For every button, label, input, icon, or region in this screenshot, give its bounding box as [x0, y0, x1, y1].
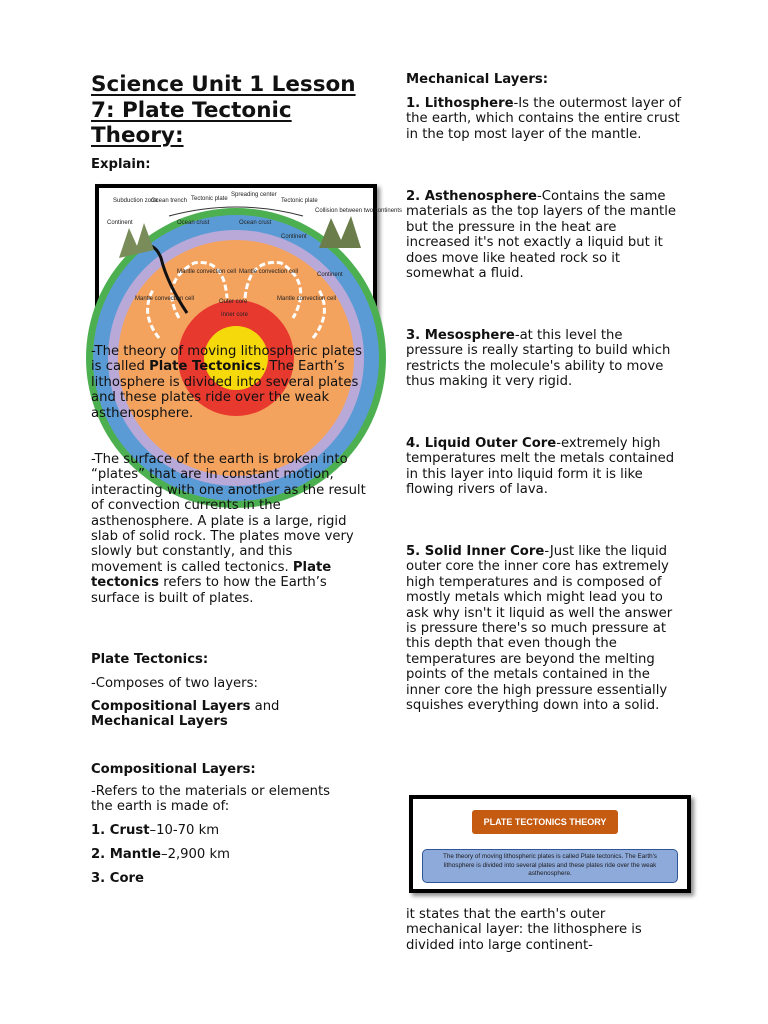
slide-title: PLATE TECTONICS THEORY: [472, 810, 618, 834]
layer-mesosphere: 3. Mesosphere-at this level the pressure is really starting to build which restricts the molecule's ability to move thus making it very rigid.: [406, 328, 671, 390]
page-title: Science Unit 1 Lesson 7: Plate Tectonic Theory:: [91, 72, 356, 148]
layer-solid-inner-core: 5. Solid Inner Core-Just like the liquid outer core the inner core has extremely high temperatures and is composed of mostly metals which might lead you to ask why isn't it liquid as well the answer is pressure there's so much pressure at this depth that even though the temperatures are beyond the melting points of the metals contained in the inner core the high pressure essentially squishes everything down into a solid.: [406, 544, 673, 714]
label-mantle-cell-1: Mantle convection cell: [177, 269, 237, 275]
paragraph-plates-motion: -The surface of the earth is broken into “plates” that are in constant motion, interacting with one another as the result of convection currents in the asthenosphere. A plate is a large, rigid slab of solid rock. The plates move very slowly but constantly, and this movement is called tectonics. Plate tectonics refers to how the Earth’s surface is built of plates.: [91, 452, 366, 606]
plate-tectonics-heading: Plate Tectonics:: [91, 652, 209, 667]
label-tectonic-plate-1: Tectonic plate: [191, 196, 228, 202]
compositional-heading: Compositional Layers:: [91, 762, 256, 777]
list-item-core: 3. Core: [91, 871, 144, 886]
label-ocean-crust-1: Ocean crust: [177, 220, 210, 226]
label-ocean-trench: Ocean trench: [151, 198, 188, 204]
label-collision: Collision between two continents: [315, 208, 403, 214]
explain-heading: Explain:: [91, 157, 151, 172]
paragraph-plate-tectonics-definition: -The theory of moving lithospheric plates is called Plate Tectonics. The Earth’s lithosphere is divided into several plates and these plates ride over the weak asthenosphere.: [91, 344, 363, 421]
label-continent-left: Continent: [107, 220, 133, 226]
label-outer-core: Outer core: [219, 299, 248, 305]
label-subduction-zone: Subduction zone: [113, 198, 158, 204]
plate-tectonics-diagram: [95, 184, 403, 328]
list-item-mantle: 2. Mantle–2,900 km: [91, 847, 230, 862]
plate-tectonics-theory-slide: [409, 795, 691, 893]
layer-liquid-outer-core: 4. Liquid Outer Core-extremely high temperatures melt the metals contained in this layer into liquid form it is like flowing rivers of lava.: [406, 436, 675, 498]
closing-paragraph: it states that the earth's outer mechanical layer: the lithosphere is divided into large continent-: [406, 907, 642, 953]
refers-line: -Refers to the materials or elements the earth is made of:: [91, 784, 330, 815]
label-ocean-crust-2: Ocean crust: [239, 220, 272, 226]
label-spreading-center: Spreading center: [231, 192, 277, 198]
label-mantle-cell-2: Mantle convection cell: [239, 269, 299, 275]
label-continent-right: Continent: [317, 272, 343, 278]
label-mantle-cell-3: Mantle convection cell: [135, 296, 195, 302]
label-tectonic-plate-2: Tectonic plate: [281, 198, 318, 204]
label-inner-core: Inner core: [221, 312, 249, 318]
composes-line: -Composes of two layers:: [91, 676, 258, 691]
label-mantle-cell-4: Mantle convection cell: [277, 296, 337, 302]
mechanical-heading: Mechanical Layers:: [406, 72, 548, 87]
label-continent-mid: Continent: [281, 234, 307, 240]
layer-asthenosphere: 2. Asthenosphere-Contains the same materials as the top layers of the mantle but the pressure in the heat are increased it's not exactly a liquid but it does move like heated rock so it somewhat a fluid.: [406, 189, 677, 282]
slide-text: The theory of moving lithospheric plates is called Plate tectonics. The Earth's lithosphere is divided into several plates and these plates ride over the weak asthenosphere.: [422, 849, 678, 883]
list-item-crust: 1. Crust–10-70 km: [91, 823, 220, 838]
layer-lithosphere: 1. Lithosphere-Is the outermost layer of the earth, which contains the entire crust in the top most layer of the mantle.: [406, 96, 682, 142]
layers-line: Compositional Layers and Mechanical Layers: [91, 699, 280, 730]
earth-layers-illustration: [99, 188, 403, 324]
